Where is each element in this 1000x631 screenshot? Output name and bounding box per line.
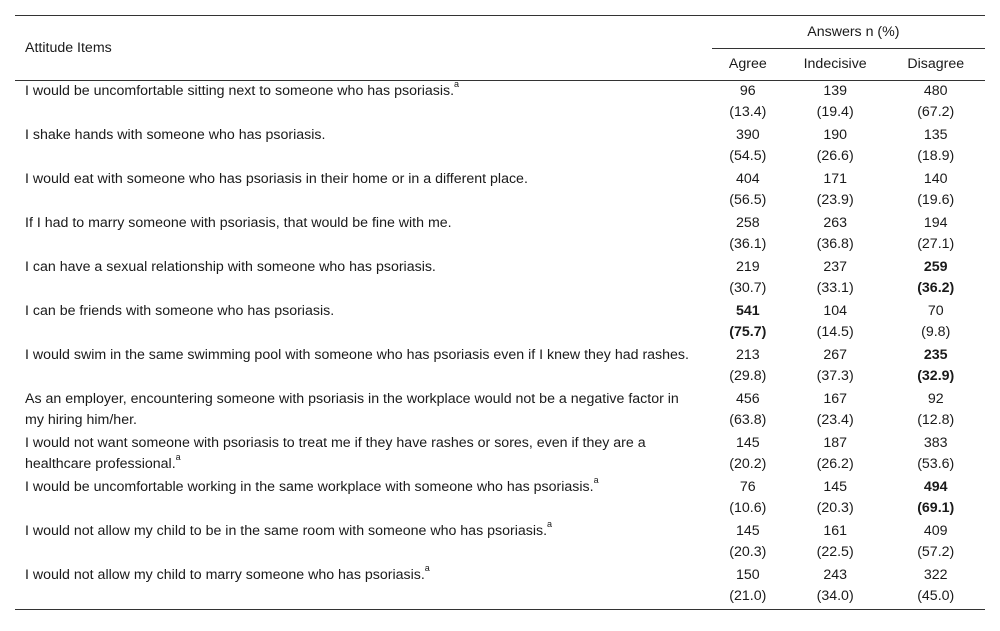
cell-agree bbox=[712, 81, 784, 126]
cell-agree bbox=[712, 169, 784, 213]
disagree-percent: (18.9) bbox=[917, 148, 955, 164]
header-agree: Agree bbox=[712, 49, 784, 81]
cell-disagree bbox=[886, 477, 985, 521]
indecisive-count: 243 bbox=[823, 567, 847, 583]
attitude-table-container bbox=[15, 15, 985, 610]
indecisive-percent: (34.0) bbox=[816, 588, 854, 604]
footnote-marker: a bbox=[593, 475, 599, 486]
agree-percent: (29.8) bbox=[729, 368, 767, 384]
agree-count: 145 bbox=[735, 435, 760, 451]
agree-percent: (54.5) bbox=[729, 148, 767, 164]
agree-count: 219 bbox=[735, 259, 760, 275]
cell-indecisive bbox=[784, 213, 887, 257]
table-row bbox=[15, 521, 985, 565]
disagree-count: 409 bbox=[923, 523, 948, 539]
agree-percent: (21.0) bbox=[729, 588, 767, 604]
agree-percent: (63.8) bbox=[729, 412, 767, 428]
agree-count: 390 bbox=[735, 127, 760, 143]
cell-indecisive bbox=[784, 521, 887, 565]
disagree-count: 235 bbox=[923, 347, 948, 363]
attitude-item-text: I can be friends with someone who has psoriasis. bbox=[25, 303, 335, 319]
disagree-percent: (53.6) bbox=[917, 456, 955, 472]
agree-count: 76 bbox=[739, 479, 756, 495]
attitude-item bbox=[15, 565, 712, 610]
cell-agree bbox=[712, 345, 784, 389]
table-row bbox=[15, 81, 985, 126]
indecisive-count: 161 bbox=[823, 523, 847, 539]
cell-indecisive bbox=[784, 301, 887, 345]
disagree-count: 322 bbox=[923, 567, 948, 583]
disagree-percent: (45.0) bbox=[917, 588, 955, 604]
indecisive-count: 190 bbox=[823, 127, 847, 143]
attitude-item-text: I shake hands with someone who has psoriasis. bbox=[25, 127, 326, 143]
disagree-percent: (12.8) bbox=[917, 412, 955, 428]
indecisive-count: 171 bbox=[823, 171, 847, 187]
indecisive-percent: (19.4) bbox=[816, 104, 854, 120]
disagree-percent: (32.9) bbox=[917, 368, 955, 384]
attitude-item bbox=[15, 125, 712, 169]
attitude-item bbox=[15, 521, 712, 565]
cell-indecisive bbox=[784, 565, 887, 610]
indecisive-percent: (20.3) bbox=[816, 500, 854, 516]
cell-agree bbox=[712, 125, 784, 169]
agree-count: 150 bbox=[735, 567, 760, 583]
indecisive-percent: (22.5) bbox=[816, 544, 854, 560]
attitude-item bbox=[15, 433, 712, 477]
agree-percent: (20.2) bbox=[729, 456, 767, 472]
header-indecisive: Indecisive bbox=[784, 49, 887, 81]
disagree-count: 140 bbox=[923, 171, 948, 187]
cell-agree bbox=[712, 257, 784, 301]
cell-agree bbox=[712, 301, 784, 345]
indecisive-percent: (26.6) bbox=[816, 148, 854, 164]
attitude-item-text: If I had to marry someone with psoriasis, that would be fine with me. bbox=[25, 215, 452, 231]
attitude-item bbox=[15, 81, 712, 126]
indecisive-percent: (23.4) bbox=[816, 412, 854, 428]
indecisive-count: 104 bbox=[823, 303, 847, 319]
disagree-percent: (9.8) bbox=[921, 324, 951, 340]
agree-percent: (10.6) bbox=[729, 500, 767, 516]
cell-disagree bbox=[886, 213, 985, 257]
attitude-item bbox=[15, 169, 712, 213]
cell-disagree bbox=[886, 389, 985, 433]
attitude-item-text: I would eat with someone who has psoriasis in their home or in a different place. bbox=[25, 171, 528, 187]
indecisive-percent: (33.1) bbox=[816, 280, 854, 296]
table-row bbox=[15, 213, 985, 257]
footnote-marker: a bbox=[454, 79, 460, 90]
agree-percent: (56.5) bbox=[729, 192, 767, 208]
indecisive-percent: (37.3) bbox=[816, 368, 854, 384]
cell-disagree bbox=[886, 169, 985, 213]
table-row bbox=[15, 565, 985, 610]
agree-count: 404 bbox=[735, 171, 760, 187]
cell-agree bbox=[712, 433, 784, 477]
disagree-percent: (69.1) bbox=[917, 500, 955, 516]
disagree-count: 135 bbox=[923, 127, 948, 143]
cell-disagree bbox=[886, 81, 985, 126]
cell-agree bbox=[712, 213, 784, 257]
disagree-count: 480 bbox=[923, 83, 948, 99]
indecisive-percent: (23.9) bbox=[816, 192, 854, 208]
indecisive-count: 187 bbox=[823, 435, 847, 451]
disagree-count: 494 bbox=[923, 479, 948, 495]
agree-percent: (30.7) bbox=[729, 280, 767, 296]
attitude-item-text: I would not allow my child to be in the same room with someone who has psoriasis. bbox=[25, 523, 548, 539]
attitude-item-text: I would swim in the same swimming pool with someone who has psoriasis even if I knew they had rashes. bbox=[25, 347, 689, 363]
agree-count: 145 bbox=[735, 523, 760, 539]
cell-indecisive bbox=[784, 169, 887, 213]
disagree-percent: (57.2) bbox=[917, 544, 955, 560]
agree-percent: (13.4) bbox=[729, 104, 767, 120]
disagree-percent: (36.2) bbox=[917, 280, 955, 296]
attitude-item-text: I would not want someone with psoriasis to treat me if they have rashes or sores, even if they are a healthcare professional. bbox=[25, 435, 646, 472]
header-disagree: Disagree bbox=[886, 49, 985, 81]
cell-disagree bbox=[886, 257, 985, 301]
cell-disagree bbox=[886, 565, 985, 610]
disagree-count: 194 bbox=[923, 215, 948, 231]
attitude-item-text: I would not allow my child to marry someone who has psoriasis. bbox=[25, 567, 425, 583]
indecisive-count: 263 bbox=[823, 215, 847, 231]
table-row bbox=[15, 389, 985, 433]
header-answers: Answers n (%) bbox=[712, 16, 985, 49]
attitude-item bbox=[15, 213, 712, 257]
attitude-table bbox=[15, 15, 985, 610]
attitude-item bbox=[15, 389, 712, 433]
cell-indecisive bbox=[784, 433, 887, 477]
table-row bbox=[15, 125, 985, 169]
table-row bbox=[15, 169, 985, 213]
agree-percent: (20.3) bbox=[729, 544, 767, 560]
indecisive-count: 167 bbox=[823, 391, 847, 407]
disagree-count: 383 bbox=[923, 435, 948, 451]
footnote-marker: a bbox=[547, 519, 553, 530]
indecisive-percent: (36.8) bbox=[816, 236, 854, 252]
table-row bbox=[15, 257, 985, 301]
cell-disagree bbox=[886, 345, 985, 389]
disagree-percent: (27.1) bbox=[917, 236, 955, 252]
table-row bbox=[15, 345, 985, 389]
disagree-count: 259 bbox=[923, 259, 948, 275]
agree-percent: (75.7) bbox=[729, 324, 767, 340]
disagree-percent: (19.6) bbox=[917, 192, 955, 208]
agree-percent: (36.1) bbox=[729, 236, 767, 252]
footnote-marker: a bbox=[424, 563, 430, 574]
indecisive-percent: (14.5) bbox=[816, 324, 854, 340]
agree-count: 213 bbox=[735, 347, 760, 363]
cell-agree bbox=[712, 389, 784, 433]
agree-count: 541 bbox=[735, 303, 760, 319]
cell-disagree bbox=[886, 521, 985, 565]
cell-agree bbox=[712, 521, 784, 565]
header-attitude-items: Attitude Items bbox=[15, 16, 712, 81]
cell-indecisive bbox=[784, 389, 887, 433]
cell-disagree bbox=[886, 125, 985, 169]
cell-disagree bbox=[886, 433, 985, 477]
attitude-item-text: I would be uncomfortable sitting next to someone who has psoriasis. bbox=[25, 83, 455, 99]
table-row bbox=[15, 477, 985, 521]
agree-count: 96 bbox=[739, 83, 756, 99]
attitude-item-text: I would be uncomfortable working in the same workplace with someone who has psoriasis. bbox=[25, 479, 594, 495]
cell-indecisive bbox=[784, 257, 887, 301]
agree-count: 456 bbox=[735, 391, 760, 407]
disagree-count: 92 bbox=[927, 391, 944, 407]
indecisive-count: 139 bbox=[823, 83, 847, 99]
cell-disagree bbox=[886, 301, 985, 345]
indecisive-percent: (26.2) bbox=[816, 456, 854, 472]
attitude-item-text: I can have a sexual relationship with someone who has psoriasis. bbox=[25, 259, 436, 275]
indecisive-count: 267 bbox=[823, 347, 847, 363]
attitude-item-text: As an employer, encountering someone with psoriasis in the workplace would not be a negative factor in my hiring him/her. bbox=[25, 391, 679, 428]
attitude-item bbox=[15, 257, 712, 301]
cell-indecisive bbox=[784, 345, 887, 389]
table-row bbox=[15, 433, 985, 477]
cell-agree bbox=[712, 565, 784, 610]
attitude-item bbox=[15, 477, 712, 521]
table-row bbox=[15, 301, 985, 345]
indecisive-count: 237 bbox=[823, 259, 847, 275]
disagree-count: 70 bbox=[927, 303, 944, 319]
cell-agree bbox=[712, 477, 784, 521]
attitude-item bbox=[15, 345, 712, 389]
disagree-percent: (67.2) bbox=[917, 104, 955, 120]
attitude-item bbox=[15, 301, 712, 345]
agree-count: 258 bbox=[735, 215, 760, 231]
cell-indecisive bbox=[784, 125, 887, 169]
table-body bbox=[15, 81, 985, 610]
table-header bbox=[15, 16, 985, 81]
cell-indecisive bbox=[784, 81, 887, 126]
footnote-marker: a bbox=[175, 452, 181, 463]
indecisive-count: 145 bbox=[823, 479, 847, 495]
cell-indecisive bbox=[784, 477, 887, 521]
